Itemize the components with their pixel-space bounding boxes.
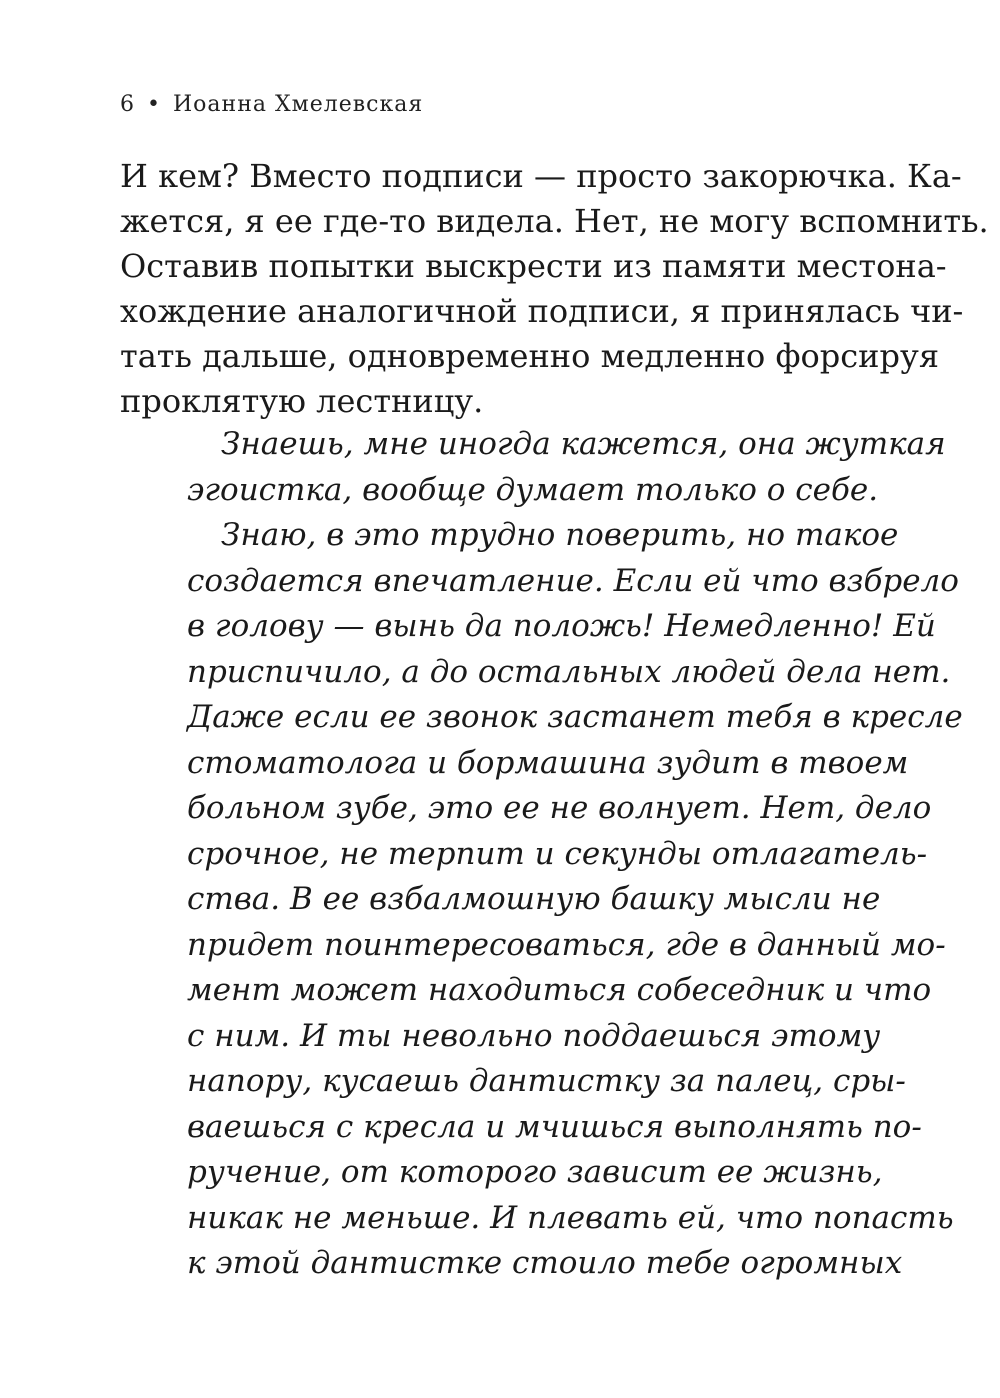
author-name: Иоанна Хмелевская [172, 92, 424, 117]
header-separator: • [147, 92, 161, 117]
text-line: Оставив попытки выскрести из памяти местона- [120, 247, 947, 285]
quote-line: эгоистка, вообще думает только о себе. [187, 471, 879, 508]
quote-line: больном зубе, это ее не волнует. Нет, дело [187, 790, 932, 826]
quote-line: ваешься с кресла и мчишься выполнять по- [187, 1108, 922, 1145]
text-line: И кем? Вместо подписи — просто закорючка. Ка- [120, 157, 962, 195]
body-paragraph [120, 154, 989, 424]
quote-line: к этой дантистке стоило тебе огромных [187, 1245, 903, 1281]
text-line: хождение аналогичной подписи, я принялась чи- [120, 292, 964, 330]
quote-line: никак не меньше. И плевать ей, что попасть [187, 1199, 954, 1236]
text-line: жется, я ее где-то видела. Нет, не могу вспомнить. [120, 202, 989, 240]
quote-line: создается впечатление. Если ей что взбрело [187, 562, 959, 599]
quote-line: с ним. И ты невольно поддаешься этому [187, 1017, 881, 1054]
quote-line: ручение, от которого зависит ее жизнь, [187, 1154, 883, 1190]
quote-line: срочное, не терпит и секунды отлагатель- [187, 835, 928, 872]
quote-line: напору, кусаешь дантистку за палец, сры- [187, 1063, 906, 1099]
quote-line: Знаю, в это трудно поверить, но такое [221, 517, 899, 553]
quote-line: Знаешь, мне иногда кажется, она жуткая [221, 426, 946, 462]
quoted-letter [187, 422, 963, 1287]
text-line: тать дальше, одновременно медленно форсируя [120, 337, 939, 375]
quote-line: Даже если ее звонок застанет тебя в кресле [187, 699, 963, 735]
page-number: 6 [120, 92, 135, 117]
quote-line: ства. В ее взбалмошную башку мысли не [187, 881, 881, 917]
text-line: проклятую лестницу. [120, 382, 484, 420]
quote-line: мент может находиться собеседник и что [187, 972, 932, 1008]
running-header [120, 92, 423, 117]
quote-line: приспичило, а до остальных людей дела нет. [187, 653, 951, 690]
quote-line: стоматолога и бормашина зудит в твоем [187, 744, 909, 781]
quote-line: придет поинтересоваться, где в данный мо- [187, 926, 946, 963]
quote-line: в голову — вынь да положь! Немедленно! Ей [187, 608, 936, 644]
